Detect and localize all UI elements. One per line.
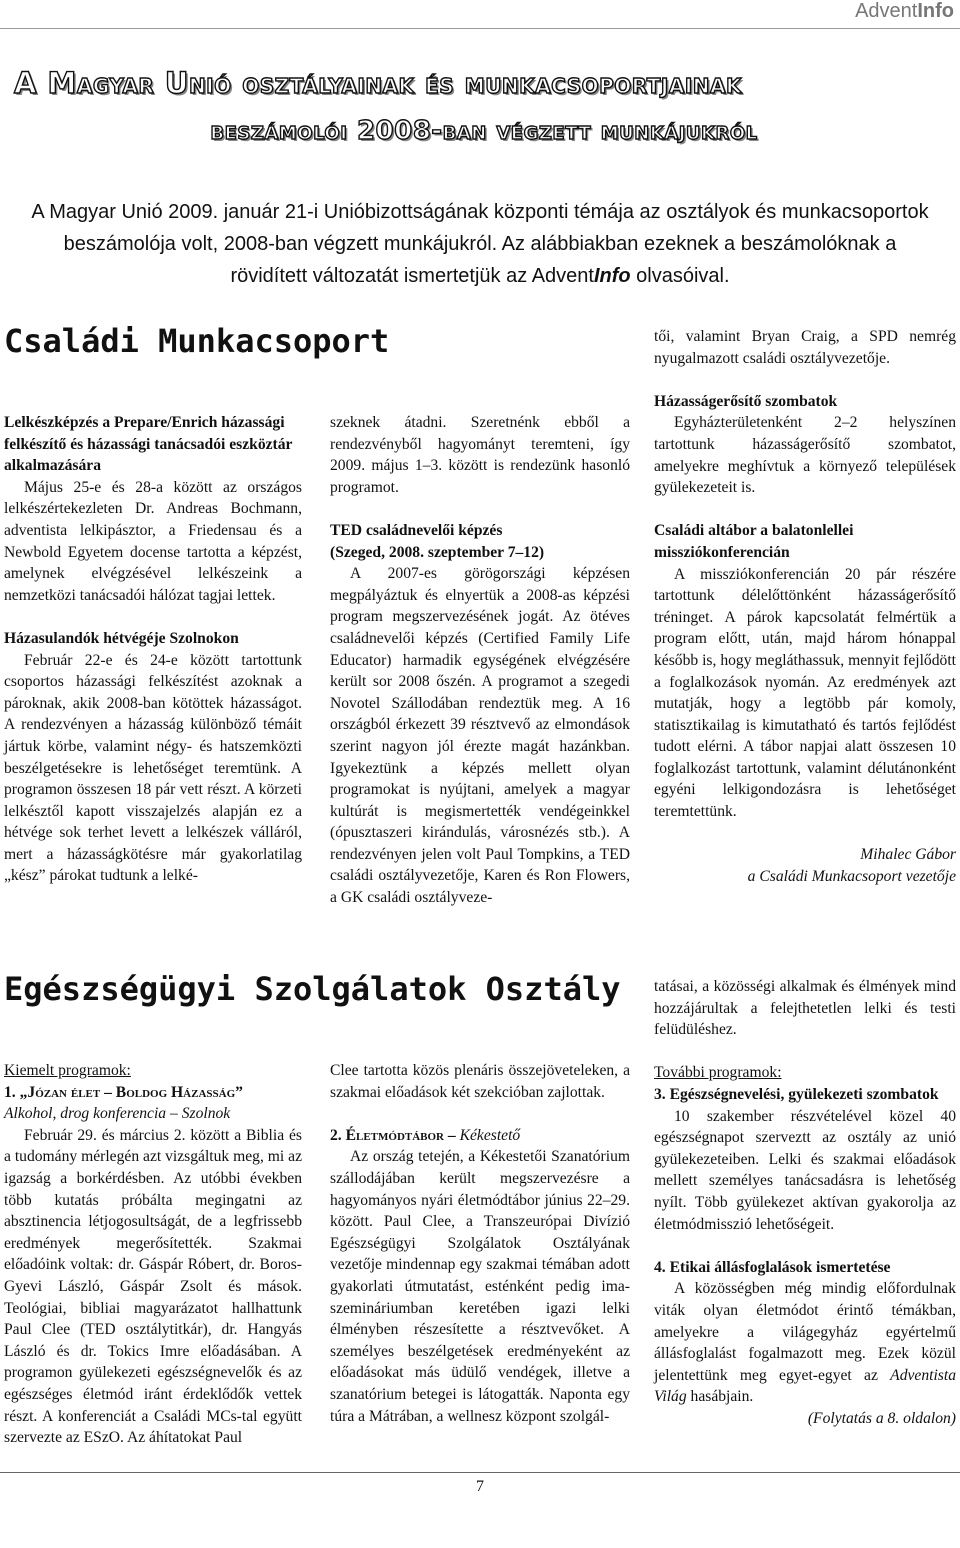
s2-paragraph: 10 szakember részvételével közel 40 egészségnapot szerveztt az osztály az unió gyülekezeteiben. Lelki és szakmai előadások mellett személyes tanácsadásra is lehetőség nyílt. Több gyülekezet aktívan gyakorolja az életmódmisszió lehetőségeit. bbox=[654, 1107, 956, 1233]
intro-brand-bold: Info bbox=[593, 265, 631, 287]
s2-paragraph: Az ország tetején, a Kékestetői Szanatórium szállodájában került megszervezésre a hagyományos nyári életmódtábor június 22–29. között. Paul Clee, a Transzeurópai Divízió Egészségügyi Szolgálatok Osztályának vezetője mindennap egy szakmai témában adott gyakorlati útmutatást, esténként pedig ima-szemináriumban keretében igazi lelki élményben részesítette a résztvevőket. A személyes beszélgetések eredményeként az előadásokat más üdülő vendégek, illetve a szanatórium betegei is látogatták. Naponta egy túra a Mátrában, a wellnesz központ szolgál- bbox=[330, 1148, 630, 1425]
s2-ethics-text-end: hasábjain. bbox=[690, 1388, 754, 1406]
s1-paragraph: szeknek átadni. Szeretnénk ebből a rendezvényből hagyományt teremteni, így 2009. május 1–3. között is rendezünk hasonló programot. bbox=[330, 414, 630, 496]
s2-paragraph: tatásai, a közösségi alkalmak és élmények mind hozzájárultak a felejthetetlen lelki és testi felüdüléshez. bbox=[654, 978, 956, 1039]
intro-text: A Magyar Unió 2009. január 21-i Unióbizottságának központi témája az osztályok és munkacsoportok beszámolója volt, 2008-ban végzett munkájukról. Az alábbiakban ezeknek a beszámolóknak a rövidített változatát ismertetjük az bbox=[31, 201, 929, 287]
s2-subheading: Alkohol, drog konferencia – Szolnok bbox=[4, 1105, 231, 1123]
s1-heading-camp: Családi altábor a balatonlellei missziókonferencián bbox=[654, 522, 854, 561]
s1-column-3 bbox=[654, 326, 956, 887]
s2-heading-saturdays: 3. Egészségnevelési, gyülekezeti szombatok bbox=[654, 1085, 939, 1103]
footer-divider bbox=[0, 1472, 960, 1473]
brand-bold: Info bbox=[917, 0, 954, 22]
s1-column-1 bbox=[4, 412, 302, 887]
section-title-family: Családi Munkacsoport bbox=[4, 322, 390, 360]
brand-logo bbox=[855, 0, 954, 23]
intro-paragraph bbox=[30, 196, 930, 292]
headline-line2: beszámolói 2008-ban végzett munkájukról bbox=[210, 116, 758, 146]
s2-paragraph: Clee tartotta közös plenáris összejöveteleken, a szakmai előadások két szekcióban zajlottak. bbox=[330, 1062, 630, 1101]
s1-paragraph: Május 25-e és 28-a között az országos lelkészértekezleten Dr. Andreas Bochmann, adventista lelkipásztor, a Friedensau és a Newbold Egyetem docense tartotta a képzést, amelynek elvégzésével lelkészeink a nemzetközi tanácsadói hálózat tagjai lettek. bbox=[4, 478, 302, 604]
header-bar bbox=[0, 0, 960, 29]
headline-line1: A Magyar Unió osztályainak és munkacsoportjainak bbox=[14, 66, 742, 100]
s1-paragraph: Egyházterületenként 2–2 helyszínen tartottunk házasságerősítő szombatot, amelyekre meghívtuk a környező települések gyülekezeteit is. bbox=[654, 414, 956, 497]
s1-paragraph: Február 22-e és 24-e között tartottunk csoportos házassági felkészítést azoknak a pároknak, akik 2008-ban kötöttek házasságot. A rendezvényen a házasság különböző témáit jártuk körbe, valamint négy- és hatszemközti beszélgetésekre is lehetőséget teremtünk. A programon összesen 18 pár vett részt. A körzeti lelkésztől kapott visszajelzés alapján ez a hétvége sok terhet levett a lelkészek válláról, mert a házasságkötésre már gyakorlatilag „kész” párokat tudtunk a lelké- bbox=[4, 651, 302, 885]
s2-paragraph: Február 29. és március 2. között a Biblia és a tudomány mérlegén azt vizsgáltuk meg, mi az igazság a borkérdésben. Az utóbbi években több kutatás próbálta megingatni az absztinencia létjogosultságát, de a legfrissebb eredmények megerősítették. Szakmai előadóink voltak: dr. Gáspár Róbert, dr. Boros-Gyevi László, Gáspár Zsolt és mások. Teológiai, bibliai magyarázatot hallhattunk Paul Clee (TED osztálytitkár), dr. Hangyás László és dr. Tokics Imre előadásában. A programon gyülekezeti egészségnevelők és az egészséges életmód iránt érdeklődők vettek részt. A konferenciát a Családi MCs-tal együtt szervezte az ESzO. Az áhítatokat Paul bbox=[4, 1126, 302, 1447]
s2-heading-camp-title: 2. Életmódtábor – bbox=[330, 1126, 460, 1144]
s1-heading-prepare-enrich: Lelkészképzés a Prepare/Enrich házassági felkészítő és házassági tanácsadói eszköztár alkalmazására bbox=[4, 414, 293, 475]
intro-brand-plain: Advent bbox=[531, 265, 594, 287]
s2-label-highlighted: Kiemelt programok: bbox=[4, 1062, 131, 1079]
intro-brand bbox=[532, 265, 631, 287]
s2-ethics-text: A közösségben még mindig előfordulnak viták olyan életmódot érintő témákban, amelyekre a világegyház egyértelmű állásfoglalást fogalmazott meg. Ezek közül jelentettünk meg egyet-egyet az bbox=[654, 1280, 956, 1384]
s1-heading-ted-date: (Szeged, 2008. szeptember 7–12) bbox=[330, 543, 545, 561]
s2-heading-ethics: 4. Etikai állásfoglalások ismertetése bbox=[654, 1258, 891, 1276]
s2-journal-name: Adventista Világ bbox=[654, 1366, 956, 1406]
page-number: 7 bbox=[476, 1478, 484, 1495]
s1-paragraph: A missziókonferencián 20 pár részére tartottunk délelőttönként házasságerősítő tréninget. A párok kapcsolatát felmértük a program előtt, után, majd három hónappal később is, hogy megláthassuk, mennyit fejlődött a foglalkozások nyomán. Az eredmények azt mutatják, hogy a legtöbb pár komoly, statisztikailag is kimutatható és tartós fejlődést tudott elérni. A tábor napjai alatt összesen 10 foglalkozást tartottunk, valamint délutánonként egyéni lelkigondozásra is lehetőséget teremtettünk. bbox=[654, 565, 956, 821]
s1-heading-szolnok: Házasulandók hétvégéje Szolnokon bbox=[4, 629, 239, 647]
intro-text-end: olvasóival. bbox=[636, 265, 730, 287]
s1-paragraph: tői, valamint Bryan Craig, a SPD nemrég nyugalmazott családi osztályvezetője. bbox=[654, 328, 956, 367]
s2-heading-camp bbox=[330, 1125, 630, 1147]
s2-column-3 bbox=[654, 976, 956, 1429]
signature-role: a Családi Munkacsoport vezetője bbox=[747, 867, 956, 885]
s1-heading-saturdays: Házasságerősítő szombatok bbox=[654, 392, 838, 410]
s1-paragraph: A 2007-es görögországi képzésen megpályáztuk és elnyertük a 2008-as képzési program megszervezésének jogát. Az ötéves családnevelői képzés (Certified Family Life Educator) harmadik egységének elvégzésére került sor 2008 őszén. A programot a szegedi Novotel Szállodában rendeztük meg. A 16 országból érkezett 39 résztvevő az elmondások szerint nagyon jól érezte magát hazánkban. Igyekeztünk a képzés mellett olyan programokat is nyújtani, amelyek a magyar kultúrát is megismertették vendégeinkkel (ópusztaszeri kirándulás, városnézés stb.). A rendezvényen jelen volt Paul Tompkins, a TED családi osztályvezetője, Karen és Ron Flowers, a GK családi osztályveze- bbox=[330, 565, 630, 907]
s1-column-2 bbox=[330, 412, 630, 909]
continued-note: (Folytatás a 8. oldalon) bbox=[807, 1409, 956, 1427]
s2-heading-camp-place: Kékestető bbox=[459, 1126, 521, 1144]
brand-plain: Advent bbox=[855, 0, 918, 22]
s2-heading-jozan-elet: 1. „Józan élet – Boldog Házasság” bbox=[4, 1083, 243, 1101]
signature-name: Mihalec Gábor bbox=[860, 846, 956, 864]
s2-label-further: További programok: bbox=[654, 1064, 782, 1082]
s2-column-2 bbox=[330, 1060, 630, 1427]
section-title-health: Egészségügyi Szolgálatok Osztály bbox=[4, 970, 621, 1008]
s2-column-1 bbox=[4, 1060, 302, 1449]
s1-heading-ted: TED családnevelői képzés bbox=[330, 521, 503, 539]
s2-paragraph bbox=[654, 1278, 956, 1408]
